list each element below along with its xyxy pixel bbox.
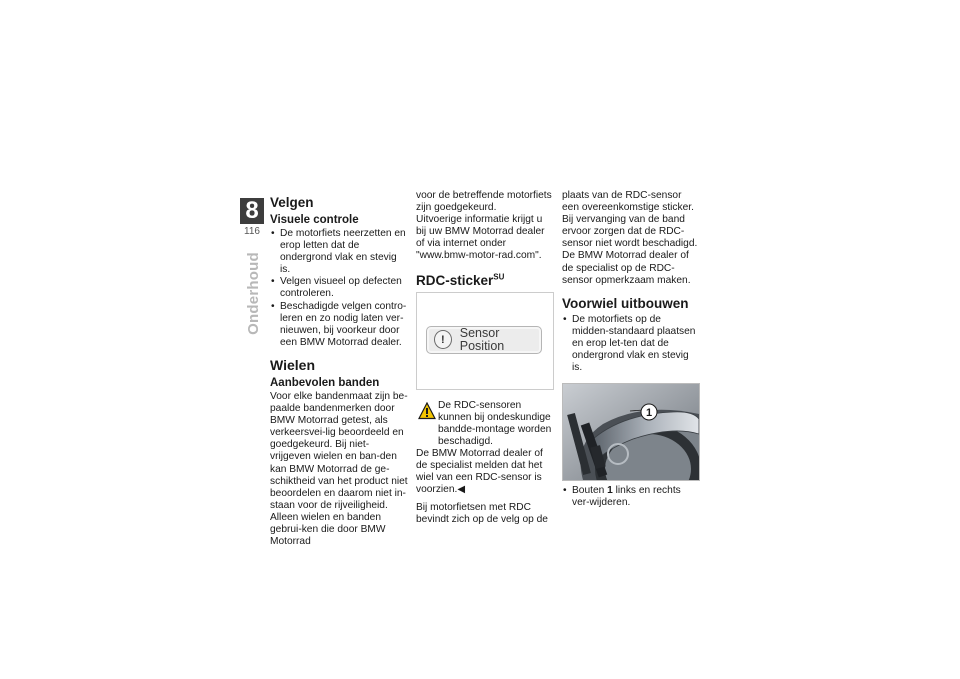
visuele-controle-list [270,228,408,349]
dealer-text: De BMW Motorrad dealer of de specialist melden dat het wiel van een RDC-sensor is voorzien. [416,447,543,496]
bolt-prefix: Bouten [572,485,608,497]
bolt-suffix: links en rechts ver-wijderen. [572,485,681,509]
rdc-sticker-figure [416,292,554,390]
list-item [562,485,700,509]
paragraph-dealer [416,448,554,496]
front-wheel-illustration [563,384,699,480]
paragraph-intro-2: Uitvoerige informatie krijgt u bij uw BMW Motorrad dealer of via internet onder "www.bmw-motor-rad.com". [416,214,545,262]
chapter-label-text: Onderhoud [244,251,262,335]
paragraph-aanbevolen: Voor elke bandenmaat zijn be-paalde bandenmerken door BMW Motorrad getest, als verkeersvei-lig beoordeeld en goedgekeurd. Bij niet-vrijgeven wielen en ban-den kan BMW Motorrad de ge-schiktheid van het product niet beoordelen en daarom niet in-staan voor de rijveiligheid. [270,390,408,511]
heading-rdc-sticker [416,273,554,289]
voorwiel-list [562,314,700,374]
tire-warning-icon: ! [434,330,452,349]
list-item: • De motorfiets op de midden-standaard plaatsen en erop let-ten dat de ondergrond vlak en stevig is. [562,314,700,374]
heading-voorwiel-uitbouwen: Voorwiel uitbouwen [562,295,689,311]
rdc-title-text: RDC-sticker [416,272,494,288]
chapter-number-tab: 8 [240,198,264,224]
chapter-side-label [233,243,273,343]
warning-triangle-icon [418,402,436,420]
heading-wielen: Wielen [270,356,315,373]
heading-velgen: Velgen [270,195,314,210]
rdc-superscript: SU [493,272,505,282]
paragraph-continued: plaats van de RDC-sensor een overeenkomstige sticker. Bij vervanging van de band ervoor zorgen dat de RDC-sensor niet wordt beschadigd. De BMW Motorrad dealer of de specialist op de RDC-sensor opmerkzaam maken. [562,190,698,286]
bolt-number: 1 [607,485,613,497]
page-number: 116 [244,226,260,237]
list-item: • Beschadigde velgen contro-leren en zo nodig laten ver-nieuwen, bij voorkeur door een BMW Motorrad dealer. [270,301,408,349]
list-item: • De motorfiets neerzetten en erop letten dat de ondergrond vlak en stevig is. [270,228,408,276]
sensor-position-sticker [426,326,542,354]
column-2 [416,190,554,527]
heading-visuele-controle: Visuele controle [270,214,359,226]
list-item: • Velgen visueel op defecten controleren. [270,276,408,300]
heading-aanbevolen-banden: Aanbevolen banden [270,376,380,389]
paragraph-rdc: Bij motorfietsen met RDC bevindt zich op de velg op de [416,502,548,526]
front-wheel-photo [562,383,700,481]
callout-1-label: 1 [645,407,653,420]
paragraph-aanbevolen-2: Alleen wielen en banden gebrui-ken die door BMW Motorrad [270,511,386,548]
bolt-list [562,485,700,509]
sticker-label: Sensor Position [459,326,505,353]
warning-block [416,400,554,448]
warning-text: De RDC-sensoren kunnen bij ondeskundige bandde-montage worden beschadigd. [438,399,552,447]
end-mark-icon: ◀ [457,484,466,496]
column-1 [270,190,408,548]
column-3 [562,190,700,509]
paragraph-intro: voor de betreffende motorfiets zijn goedgekeurd. [416,190,552,214]
